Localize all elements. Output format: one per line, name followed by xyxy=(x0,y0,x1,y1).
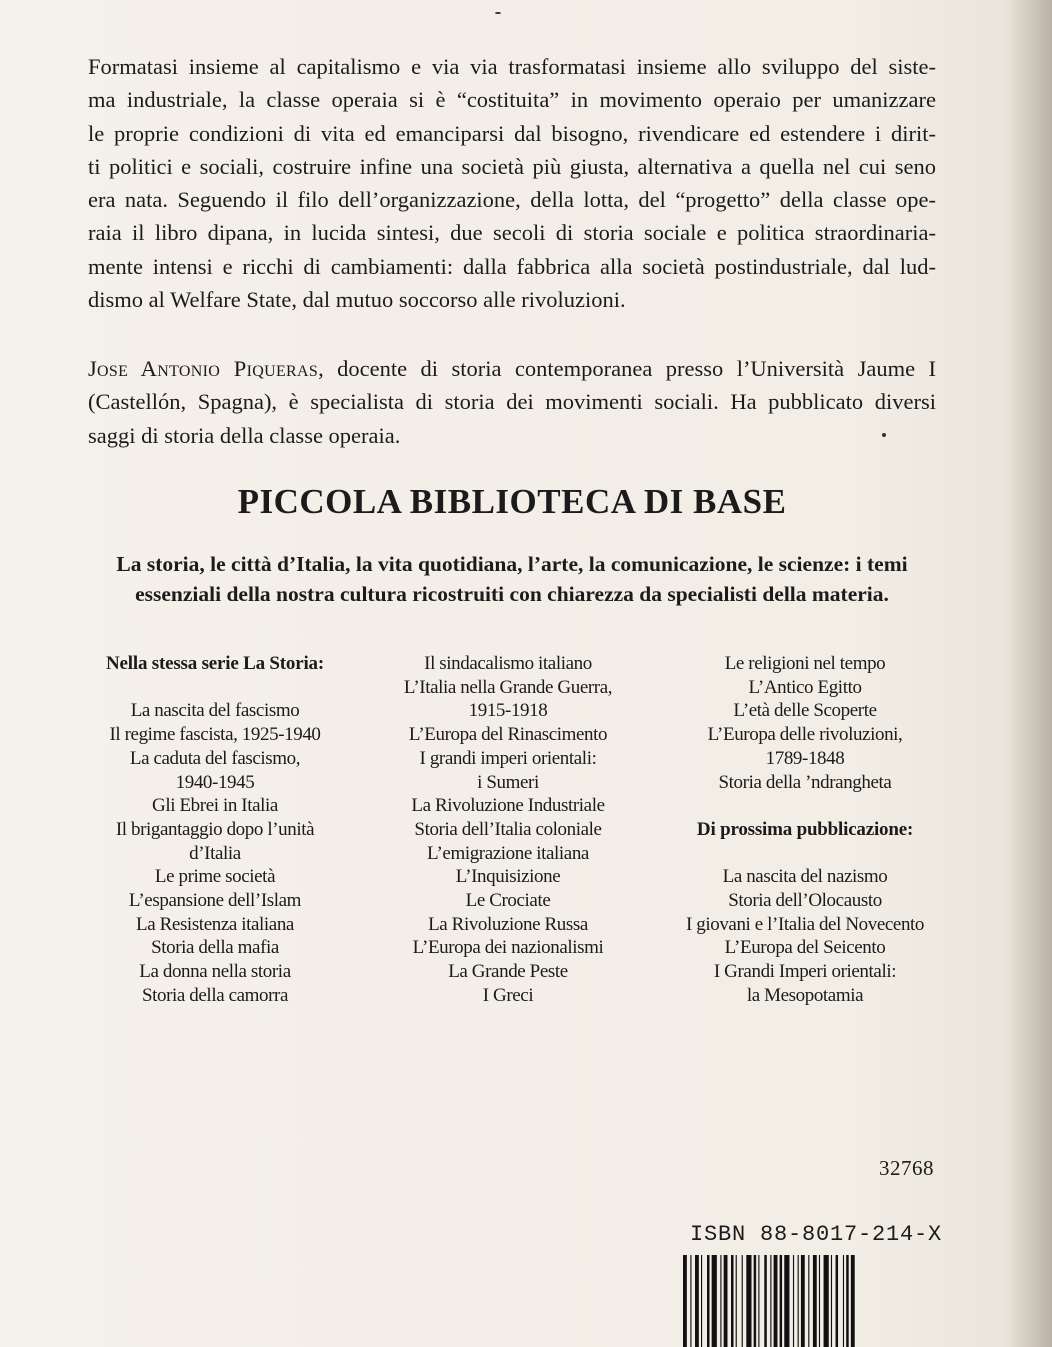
series-title: PICCOLA BIBLIOTECA DI BASE xyxy=(237,482,787,521)
barcode-bar xyxy=(695,1255,699,1347)
barcode-bar xyxy=(720,1255,721,1347)
blurb-line: raia il libro dipana, in lucida sintesi, due secoli di storia sociale e politica straordinaria- xyxy=(88,220,936,246)
list-item: Le Crociate xyxy=(465,890,551,912)
list-item: Il brigantaggio dopo l’unità xyxy=(115,818,315,840)
list-item: L’emigrazione italiana xyxy=(427,842,589,864)
series-description-line: La storia, le città d’Italia, la vita quotidiana, l’arte, la comunicazione, le scienze: i temi xyxy=(116,552,908,576)
book-blurb xyxy=(88,50,936,316)
barcode-bar xyxy=(701,1255,702,1347)
barcode-bar xyxy=(712,1255,717,1347)
barcode-bar xyxy=(746,1255,751,1347)
barcode-bar xyxy=(770,1255,771,1347)
list-item: 1789-1848 xyxy=(765,747,845,769)
upcoming-item: La nascita del nazismo xyxy=(722,866,888,888)
barcode-bar xyxy=(754,1255,757,1347)
list-item: Storia dell’Italia coloniale xyxy=(414,818,602,840)
series-list-column-3 xyxy=(660,652,950,1008)
barcode-bar xyxy=(798,1255,799,1347)
list-item: La Resistenza italiana xyxy=(136,913,294,935)
barcode-bar xyxy=(843,1255,844,1347)
series-list-heading: Nella stessa serie La Storia: xyxy=(106,653,324,674)
barcode-bar xyxy=(683,1255,687,1347)
author-bio-text: , docente di storia contemporanea presso l’Università Jaume I xyxy=(318,356,937,381)
upcoming-item: I Grandi Imperi orientali: xyxy=(713,961,897,983)
list-item: La Rivoluzione Russa xyxy=(428,913,588,935)
page-edge-shadow xyxy=(1008,0,1052,1347)
list-item: Storia della ’ndrangheta xyxy=(718,771,892,793)
blurb-line: Formatasi insieme al capitalismo e via via trasformatasi insieme allo sviluppo del siste- xyxy=(88,54,936,79)
blurb-line: dismo al Welfare State, dal mutuo soccorso alle rivoluzioni. xyxy=(88,287,626,313)
barcode-bar xyxy=(764,1255,767,1347)
list-item: I Greci xyxy=(482,984,534,1006)
barcode-bar xyxy=(824,1255,829,1347)
series-description-line: essenziali della nostra cultura ricostruiti con chiarezza da specialisti della materia. xyxy=(135,582,889,606)
barcode-bar xyxy=(758,1255,759,1347)
upcoming-item: I giovani e l’Italia del Novecento xyxy=(685,913,925,935)
list-item: Il regime fascista, 1925-1940 xyxy=(109,724,321,746)
list-item: Le prime società xyxy=(154,866,276,888)
author-bio-line: (Castellón, Spagna), è specialista di storia dei movimenti sociali. Ha pubblicato diversi xyxy=(88,389,936,415)
barcode-bar xyxy=(793,1255,794,1347)
author-bio-line: saggi di storia della classe operaia. xyxy=(88,422,401,448)
list-item: L’espansione dell’Islam xyxy=(128,890,302,912)
speck xyxy=(495,12,501,14)
list-item: L’età delle Scoperte xyxy=(733,700,877,722)
series-list-column-1 xyxy=(70,652,360,1008)
list-item: La Rivoluzione Industriale xyxy=(411,795,605,817)
barcode-bar xyxy=(736,1255,737,1347)
list-item: Storia della mafia xyxy=(151,937,279,959)
barcode-bar xyxy=(707,1255,710,1347)
blurb-line: ti politici e sociali, costruire infine una società più giusta, alternativa a quella nel cui seno xyxy=(88,153,936,179)
barcode-bar xyxy=(801,1255,805,1347)
barcode-bar xyxy=(836,1255,839,1347)
upcoming-heading: Di prossima pubblicazione: xyxy=(696,818,914,840)
barcode-bar xyxy=(808,1255,809,1347)
list-item: La nascita del fascismo xyxy=(130,700,300,722)
upcoming-item: L’Europa del Seicento xyxy=(724,937,886,959)
blurb-line: le proprie condizioni di vita ed emanciparsi dal bisogno, rivendicare ed estendere i dirit- xyxy=(88,120,936,146)
list-item: L’Europa delle rivoluzioni, xyxy=(707,724,903,746)
list-item: L’Antico Egitto xyxy=(748,676,862,698)
list-item: La caduta del fascismo, xyxy=(129,747,301,769)
list-item: Gli Ebrei in Italia xyxy=(152,795,278,817)
barcode-bar xyxy=(784,1255,789,1347)
barcode-bar xyxy=(742,1255,743,1347)
barcode-bar xyxy=(831,1255,832,1347)
list-item: d’Italia xyxy=(189,842,241,864)
barcode-bar xyxy=(813,1255,817,1347)
barcode-bar xyxy=(731,1255,734,1347)
catalog-code: 32768 xyxy=(879,1156,934,1180)
list-item: L’Europa dei nazionalismi xyxy=(412,937,604,959)
author-bio xyxy=(88,352,936,452)
barcode-bar xyxy=(851,1255,855,1347)
barcode-bar xyxy=(724,1255,728,1347)
list-item: Il sindacalismo italiano xyxy=(424,653,592,674)
barcode-bar xyxy=(774,1255,778,1347)
list-item: La donna nella storia xyxy=(139,961,291,983)
barcode-bar xyxy=(690,1255,691,1347)
barcode-bar xyxy=(819,1255,820,1347)
series-list-column-2 xyxy=(360,652,656,1008)
blurb-line: ma industriale, la classe operaia si è “costituita” in movimento operaio per umanizzare xyxy=(88,87,936,113)
author-name: Jose Antonio Piqueras xyxy=(88,356,319,381)
author-bio-line xyxy=(88,352,936,385)
blurb-line: era nata. Seguendo il filo dell’organizzazione, della lotta, del “progetto” della classe ope- xyxy=(88,187,936,213)
series-description xyxy=(60,549,964,609)
list-item: L’Inquisizione xyxy=(455,866,561,888)
list-item: 1915-1918 xyxy=(468,700,548,722)
upcoming-item: la Mesopotamia xyxy=(746,984,864,1006)
blurb-line: mente intensi e ricchi di cambiamenti: dalla fabbrica alla società postindustriale, dal lud- xyxy=(88,253,936,279)
barcode-bar xyxy=(780,1255,783,1347)
list-item: La Grande Peste xyxy=(448,961,568,983)
upcoming-item: Storia dell’Olocausto xyxy=(728,890,882,911)
barcode xyxy=(683,1255,935,1347)
list-item: L’Europa del Rinascimento xyxy=(408,724,608,746)
list-item: 1940-1945 xyxy=(175,771,255,793)
barcode-bar xyxy=(846,1255,849,1347)
list-item: L’Italia nella Grande Guerra, xyxy=(403,676,613,698)
isbn-label: ISBN 88-8017-214-X xyxy=(690,1222,943,1247)
list-item: Storia della camorra xyxy=(141,984,289,1006)
list-item: Le religioni nel tempo xyxy=(724,653,886,674)
list-item: i Sumeri xyxy=(477,771,539,793)
list-item: I grandi imperi orientali: xyxy=(419,747,597,769)
